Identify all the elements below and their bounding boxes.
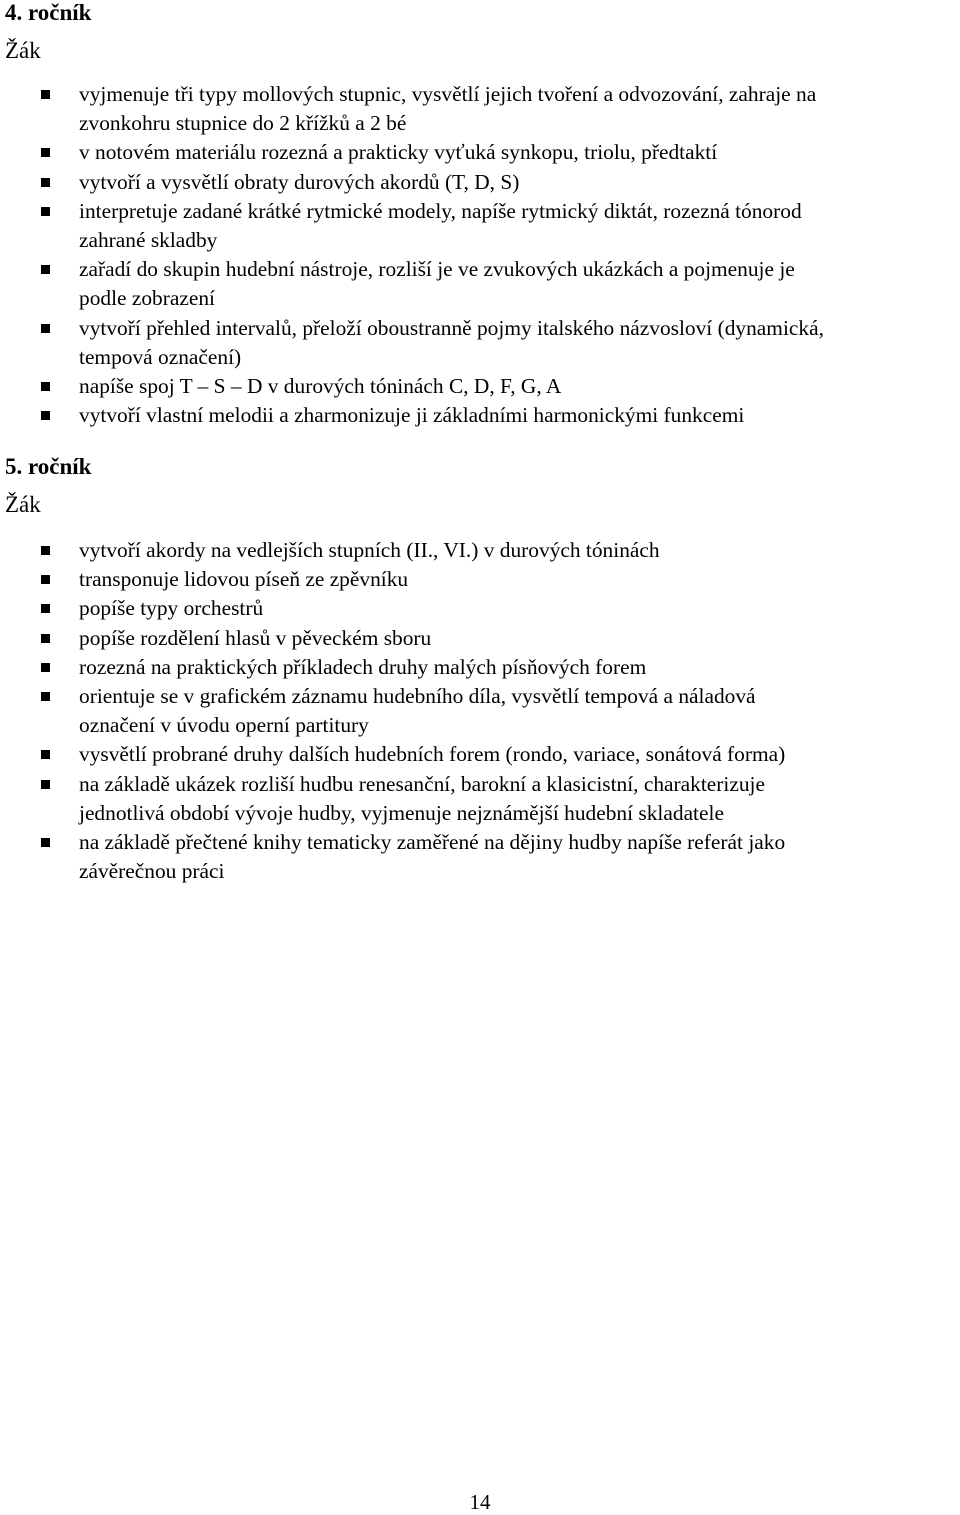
square-bullet-icon [41, 546, 50, 555]
square-bullet-icon [41, 575, 50, 584]
square-bullet-icon [41, 324, 50, 333]
list-item [0, 314, 960, 372]
list-item [0, 565, 960, 594]
list-item [0, 682, 960, 740]
list-item [0, 80, 960, 138]
square-bullet-icon [41, 663, 50, 672]
list-item-text: v notovém materiálu rozezná a prakticky vyťuká synkopu, triolu, předtaktí [79, 140, 718, 165]
list-item [0, 653, 960, 682]
outcome-list [0, 536, 960, 886]
list-item-text: vytvoří vlastní melodii a zharmonizuje ji základními harmonickými funkcemi [79, 403, 745, 428]
list-item [0, 372, 960, 401]
list-item [0, 740, 960, 769]
square-bullet-icon [41, 692, 50, 701]
list-item-text: vytvoří a vysvětlí obraty durových akordů (T, D, S) [79, 169, 520, 194]
page-number: 14 [469, 1490, 491, 1514]
list-item-text: rozezná na praktických příkladech druhy malých písňových forem [79, 654, 647, 679]
list-item-text: vyjmenuje tři typy mollových stupnic, vysvětlí jejich tvoření a odvozování, zahraje na zvonkohru stupnice do 2 křížků a 2 bé [79, 82, 817, 136]
list-item [0, 536, 960, 565]
list-item-text: orientuje se v grafickém záznamu hudebního díla, vysvětlí tempová a náladová označení v úvodu operní partitury [79, 684, 756, 738]
square-bullet-icon [41, 411, 50, 420]
list-item-text: vytvoří přehled intervalů, přeloží oboustranně pojmy italského názvosloví (dynamická, tempová označení) [79, 315, 824, 369]
list-item-text: na základě přečtené knihy tematicky zaměřené na dějiny hudby napíše referát jako závěrečnou práci [79, 830, 786, 884]
list-item-text: napíše spoj T – S – D v durových tóninách C, D, F, G, A [79, 374, 562, 399]
list-item-text: popíše typy orchestrů [79, 596, 264, 621]
list-item [0, 255, 960, 313]
section-subheading: Žák [5, 492, 41, 517]
list-item [0, 197, 960, 255]
list-item [0, 594, 960, 623]
list-item [0, 828, 960, 886]
square-bullet-icon [41, 382, 50, 391]
square-bullet-icon [41, 207, 50, 216]
list-item-text: vytvoří akordy na vedlejších stupních (II., VI.) v durových tóninách [79, 538, 660, 562]
section-subheading: Žák [5, 38, 41, 63]
list-item-text: interpretuje zadané krátké rytmické modely, napíše rytmický diktát, rozezná tónorod zahrané skladby [79, 198, 802, 253]
outcome-list [0, 80, 960, 430]
list-item [0, 624, 960, 653]
square-bullet-icon [41, 265, 50, 274]
list-item-text: transponuje lidovou píseň ze zpěvníku [79, 567, 409, 592]
section-heading: 5. ročník [5, 454, 92, 479]
list-item-text: vysvětlí probrané druhy dalších hudebních forem (rondo, variace, sonátová forma) [79, 742, 786, 767]
section-heading: 4. ročník [5, 0, 92, 25]
list-item-text: zařadí do skupin hudební nástroje, rozliší je ve zvukových ukázkách a pojmenuje je podle zobrazení [79, 257, 795, 311]
square-bullet-icon [41, 750, 50, 759]
square-bullet-icon [41, 838, 50, 847]
list-item-text: na základě ukázek rozliší hudbu renesanční, barokní a klasicistní, charakterizuje jednotlivá období vývoje hudby, vyjmenuje nejznámější hudební skladatele [79, 771, 765, 825]
square-bullet-icon [41, 604, 50, 613]
square-bullet-icon [41, 178, 50, 187]
list-item [0, 138, 960, 167]
list-item [0, 401, 960, 430]
square-bullet-icon [41, 90, 50, 99]
list-item [0, 168, 960, 197]
list-item [0, 770, 960, 828]
square-bullet-icon [41, 148, 50, 157]
square-bullet-icon [41, 780, 50, 789]
square-bullet-icon [41, 634, 50, 643]
list-item-text: popíše rozdělení hlasů v pěveckém sboru [79, 625, 432, 650]
